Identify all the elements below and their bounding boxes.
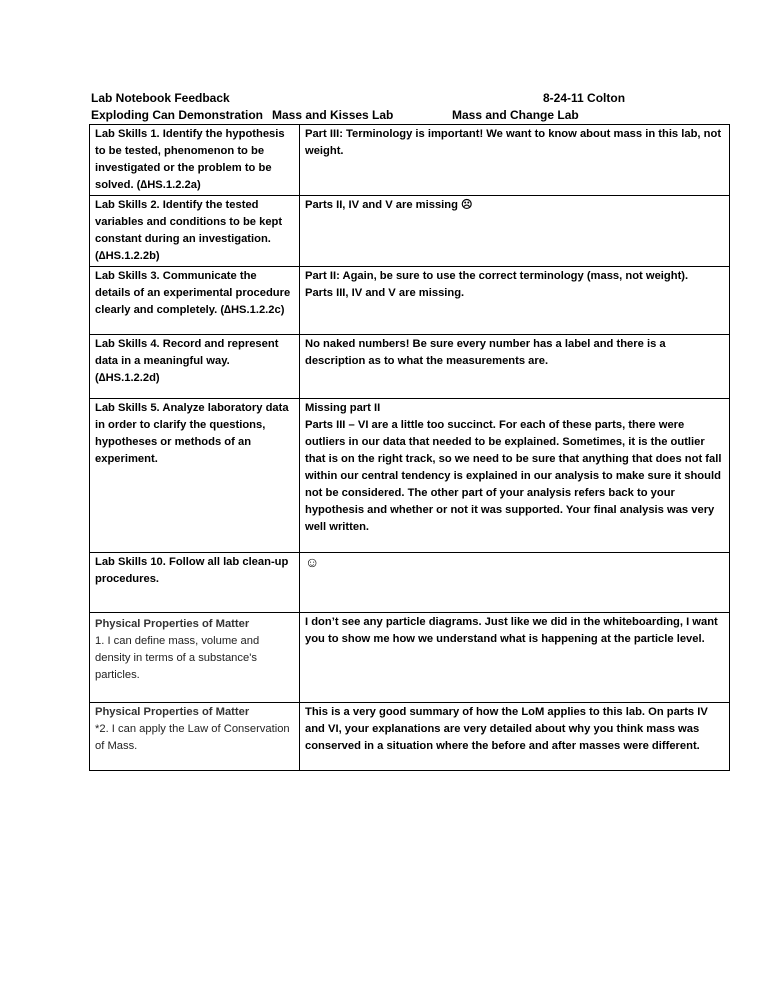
feedback-table: [89, 124, 730, 771]
document-title: Lab Notebook Feedback: [91, 91, 230, 105]
feedback-cell: [300, 399, 730, 553]
lab-name-mass-and-change: Mass and Change Lab: [452, 108, 579, 122]
feedback-line: Missing part II: [305, 402, 381, 414]
table-row: [90, 399, 730, 553]
table-row: [90, 125, 730, 196]
feedback-cell: I don’t see any particle diagrams. Just like we did in the whiteboarding, I want you to show me how we understand what is happening at the particle level.: [300, 613, 730, 703]
feedback-cell: Part III: Terminology is important! We want to know about mass in this lab, not weight.: [300, 125, 730, 196]
skill-description: *2. I can apply the Law of Conservation of Mass.: [95, 723, 290, 752]
lab-name-mass-and-kisses: Mass and Kisses Lab: [272, 108, 394, 122]
feedback-cell: Parts II, IV and V are missing ☹: [300, 196, 730, 267]
feedback-line: Parts III, IV and V are missing.: [305, 287, 465, 299]
feedback-cell: [300, 267, 730, 335]
table-row: [90, 267, 730, 335]
table-row: [90, 613, 730, 703]
table-row: [90, 196, 730, 267]
smiley-face-icon: ☺: [305, 554, 320, 570]
smiley-cell: [300, 553, 730, 613]
feedback-paragraph: Parts III – VI are a little too succinct. For each of these parts, there were outliers in our data that needed to be explained. Sometimes, it is the outlier that is on the right track, so we need to be sure that anything that does not fall within our central tendency is explained in our analysis to make sure it should not be considered. The other part of your analysis refers back to your hypothesis and whether or not it was supported. Your final analysis was very well written.: [305, 419, 722, 533]
table-row: [90, 703, 730, 771]
skill-cell: [90, 703, 300, 771]
lab-name-exploding-can: Exploding Can Demonstration: [91, 108, 264, 122]
skill-cell: Lab Skills 5. Analyze laboratory data in order to clarify the questions, hypotheses or methods of an experiment.: [90, 399, 300, 553]
skill-title: Physical Properties of Matter: [95, 618, 250, 630]
skill-description: 1. I can define mass, volume and density in terms of a substance's particles.: [95, 635, 260, 681]
skill-cell: Lab Skills 2. Identify the tested variables and conditions to be kept constant during an investigation. (∆HS.1.2.2b): [90, 196, 300, 267]
skill-cell: Lab Skills 1. Identify the hypothesis to be tested, phenomenon to be investigated or the problem to be solved. (∆HS.1.2.2a): [90, 125, 300, 196]
skill-cell: Lab Skills 10. Follow all lab clean-up procedures.: [90, 553, 300, 613]
skill-title: Physical Properties of Matter: [95, 706, 250, 718]
feedback-cell: No naked numbers! Be sure every number has a label and there is a description as to what the measurements are.: [300, 335, 730, 399]
skill-cell: [90, 613, 300, 703]
skill-cell: Lab Skills 4. Record and represent data in a meaningful way. (∆HS.1.2.2d): [90, 335, 300, 399]
skill-cell: Lab Skills 3. Communicate the details of an experimental procedure clearly and completely. (∆HS.1.2.2c): [90, 267, 300, 335]
feedback-line: Part II: Again, be sure to use the correct terminology (mass, not weight).: [305, 270, 689, 282]
table-row: [90, 335, 730, 399]
feedback-cell: This is a very good summary of how the LoM applies to this lab. On parts IV and VI, your explanations are very detailed about why you think mass was conserved in a situation where the before and after masses were different.: [300, 703, 730, 771]
table-row: [90, 553, 730, 613]
date-and-student-name: 8-24-11 Colton: [543, 91, 626, 105]
